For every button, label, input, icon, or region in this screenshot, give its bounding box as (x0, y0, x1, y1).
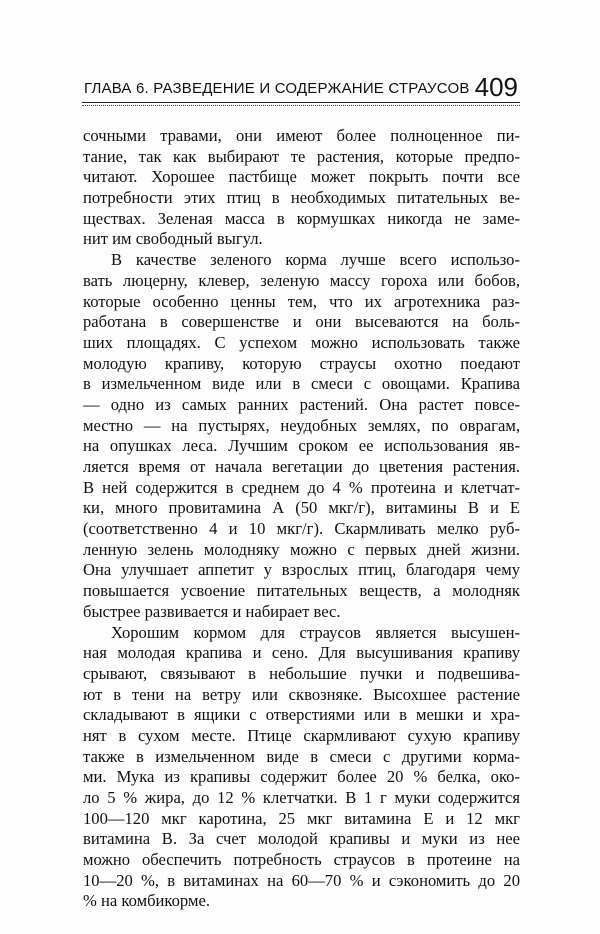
text-line: быстрее развивается и набирает вес. (83, 601, 341, 621)
text-line: 100—120 мкг каротина, 25 мкг витамина Е и 12 мкг (83, 808, 520, 828)
text-line: Она улучшает аппетит у взрослых птиц, благодаря чему (83, 560, 520, 580)
paragraph (83, 623, 520, 913)
text-line: сочными травами, они имеют более полноценное пи- (83, 126, 520, 145)
paragraph (83, 250, 520, 622)
text-line: потребности этих птиц в необходимых питательных ве- (83, 188, 520, 208)
text-line: ми. Мука из крапивы содержит более 20 % белка, око- (83, 767, 520, 787)
text-line: (соответственно 4 и 10 мкг/г). Скармливать мелко руб- (83, 519, 520, 539)
text-line: — одно из самых ранних растений. Она растет повсе- (83, 394, 520, 414)
text-line: % на комбикорме. (83, 891, 210, 911)
text-line: ло 5 % жира, до 12 % клетчатки. В 1 г муки содержится (83, 788, 520, 807)
text-line: нят в сухом месте. Птице скармливают сухую крапиву (83, 725, 520, 745)
text-line: тание, так как выбирают те растения, которые предпо- (83, 146, 520, 166)
text-line: срывают, связывают в небольшие пучки и подвешива- (83, 663, 520, 683)
text-line: молодую крапиву, которую страусы охотно поедают (83, 353, 520, 373)
running-header (84, 72, 518, 106)
text-line: ки, много провитамина А (50 мкг/г), витамины В и Е (83, 498, 520, 518)
text-line: Хорошим кормом для страусов является высушен- (111, 622, 520, 642)
page-number: 409 (474, 72, 518, 102)
text-line: также в измельченном виде в смеси с другими корма- (83, 746, 520, 766)
header-rule (82, 102, 520, 106)
text-line: ленную зелень молодняку можно с первых дней жизни. (83, 539, 520, 559)
text-line: которые особенно ценны тем, что их агротехника раз- (83, 291, 520, 311)
text-line: ляется время от начала вегетации до цветения растения. (83, 457, 520, 476)
text-line: ществах. Зеленая масса в кормушках никогда не заме- (83, 208, 520, 228)
text-line: В качестве зеленого корма лучше всего использо- (111, 250, 520, 270)
text-line: вать люцерну, клевер, зеленую массу гороха или бобов, (83, 270, 520, 290)
text-line: В ней содержится в среднем до 4 % протеина и клетчат- (83, 477, 520, 497)
text-line: нит им свободный выгул. (83, 229, 263, 249)
text-line: можно обеспечить потребность страусов в протеине на (83, 850, 520, 870)
text-line: ших площадях. С успехом можно использовать также (83, 332, 520, 352)
chapter-title: ГЛАВА 6. РАЗВЕДЕНИЕ И СОДЕРЖАНИЕ СТРАУСОВ (84, 80, 470, 97)
text-line: повышается усвоение питательных веществ, а молодняк (83, 581, 520, 601)
text-line: ная молодая крапива и сено. Для высушивания крапиву (83, 643, 520, 663)
text-line: местно — на пустырях, неудобных землях, по оврагам, (83, 415, 520, 435)
text-line: читают. Хорошее пастбище может покрыть почти все (83, 167, 520, 187)
paragraph (83, 126, 520, 250)
text-line: витамина В. За счет молодой крапивы и муки из нее (83, 829, 520, 849)
text-line: на опушках леса. Лучшим сроком ее использования яв- (83, 436, 520, 456)
text-line: 10—20 %, в витаминах на 60—70 % и сэкономить до 20 (83, 870, 520, 890)
text-line: в измельченном виде или в смеси с овощами. Крапива (83, 374, 520, 394)
body-text (83, 126, 520, 912)
text-line: ют в тени на ветру или сквозняке. Высохшее растение (83, 684, 520, 704)
text-line: складывают в ящики с отверстиями или в мешки и хра- (83, 705, 520, 725)
text-line: работана в совершенстве и они высеваются на боль- (83, 312, 520, 332)
